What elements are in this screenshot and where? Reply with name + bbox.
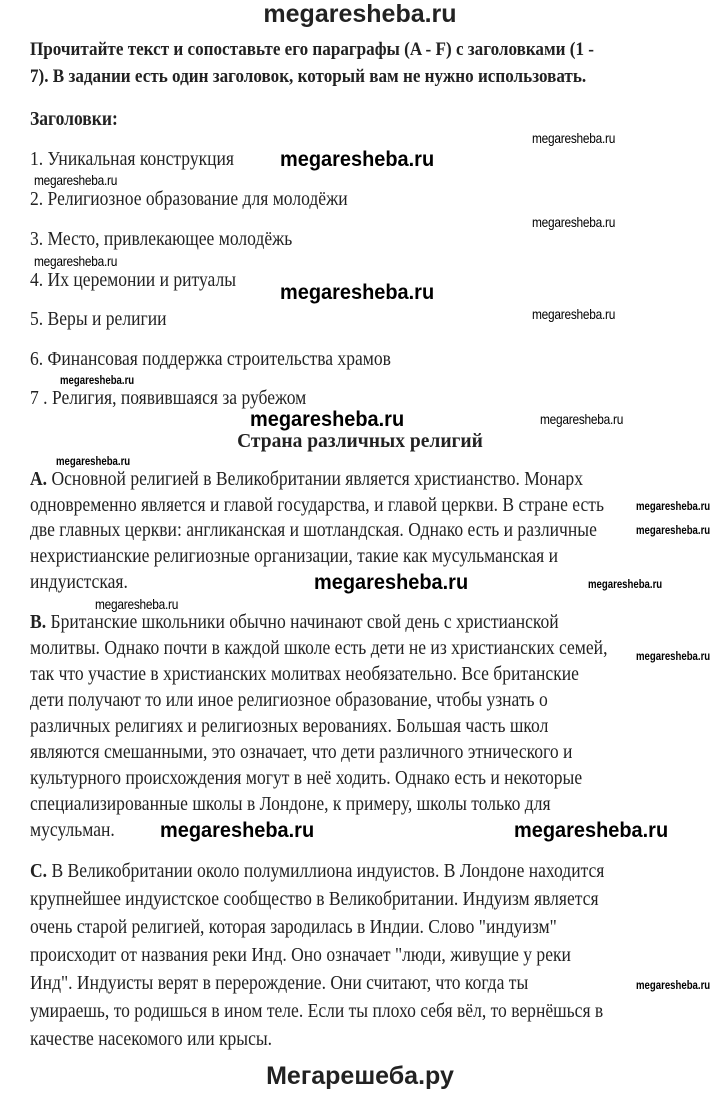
watermark: megaresheba.ru xyxy=(636,499,711,513)
paragraph-letter: B. xyxy=(30,612,47,633)
heading-item: 6. Финансовая поддержка строительства храмов xyxy=(30,349,391,370)
watermark: megaresheba.ru xyxy=(34,172,118,188)
paragraph-letter: C. xyxy=(30,861,48,882)
watermark: megaresheba.ru xyxy=(280,281,435,304)
headings-label: Заголовки: xyxy=(30,109,118,130)
paragraph-c-line: очень старой религией, которая зародилась в Индии. Слово "индуизм" xyxy=(30,917,557,938)
watermark: megaresheba.ru xyxy=(636,978,711,992)
paragraph-b-line: дети получают то или иное религиозное образование, чтобы узнать о xyxy=(30,690,548,711)
paragraph-letter: A. xyxy=(30,469,48,490)
paragraph-a-line: индуистская. xyxy=(30,572,128,593)
watermark: megaresheba.ru xyxy=(160,819,315,842)
watermark: megaresheba.ru xyxy=(532,214,616,230)
paragraph-c-line: умираешь, то родишься в ином теле. Если ты плохо себя вёл, то вернёшься в xyxy=(30,1001,604,1022)
footer-watermark: Мегарешеба.ру xyxy=(266,1062,454,1090)
heading-item: 2. Религиозное образование для молодёжи xyxy=(30,189,348,210)
watermark: megaresheba.ru xyxy=(34,253,118,269)
watermark: megaresheba.ru xyxy=(532,306,616,322)
site-header-watermark: megaresheba.ru xyxy=(263,0,457,28)
paragraph-b-line: специализированные школы в Лондоне, к примеру, школы только для xyxy=(30,794,551,815)
watermark: megaresheba.ru xyxy=(280,148,435,171)
text-title: Страна различных религий xyxy=(237,431,483,452)
watermark: megaresheba.ru xyxy=(250,408,405,431)
watermark: megaresheba.ru xyxy=(636,523,711,537)
paragraph-text: Британские школьники обычно начинают свой день с христианской xyxy=(50,612,559,633)
paragraph-c-line: качестве насекомого или крысы. xyxy=(30,1029,273,1050)
watermark: megaresheba.ru xyxy=(60,373,135,387)
watermark: megaresheba.ru xyxy=(95,596,179,612)
paragraph-b-line xyxy=(30,613,559,633)
heading-item: 5. Веры и религии xyxy=(30,309,167,330)
paragraph-a-line: одновременно является и главой государства, и главой церкви. В стране есть xyxy=(30,495,604,516)
watermark: megaresheba.ru xyxy=(314,571,469,594)
paragraph-a-line: нехристианские религиозные организации, такие как мусульманская и xyxy=(30,546,558,567)
heading-item: 3. Место, привлекающее молодёжь xyxy=(30,229,293,250)
paragraph-c-line: крупнейшее индуистское сообщество в Великобритании. Индуизм является xyxy=(30,889,599,910)
paragraph-text: Основной религией в Великобритании является христианство. Монарх xyxy=(51,469,583,490)
paragraph-text: В Великобритании около полумиллиона индуистов. В Лондоне находится xyxy=(51,861,605,882)
paragraph-c-line: происходит от названия реки Инд. Оно означает "люди, живущие у реки xyxy=(30,945,571,966)
instruction-line: Прочитайте текст и сопоставьте его параграфы (A - F) с заголовками (1 - xyxy=(30,39,594,60)
watermark: megaresheba.ru xyxy=(636,649,711,663)
watermark: megaresheba.ru xyxy=(540,411,624,427)
watermark: megaresheba.ru xyxy=(588,577,663,591)
heading-item: 7 . Религия, появившаяся за рубежом xyxy=(30,388,307,409)
heading-item: 4. Их церемонии и ритуалы xyxy=(30,270,237,291)
paragraph-a-line xyxy=(30,470,583,490)
paragraph-c-line xyxy=(30,862,604,882)
paragraph-b-line: молитвы. Однако почти в каждой школе есть дети не из христианских семей, xyxy=(30,638,608,659)
paragraph-b-line: являются смешанными, это означает, что дети различного этнического и xyxy=(30,742,573,763)
paragraph-c-line: Инд". Индуисты верят в перерождение. Они считают, что когда ты xyxy=(30,973,529,994)
paragraph-b-line: так что участие в христианских молитвах необязательно. Все британские xyxy=(30,664,579,685)
heading-item: 1. Уникальная конструкция xyxy=(30,149,235,170)
paragraph-b-line: мусульман. xyxy=(30,820,115,841)
paragraph-b-line: различных религиях и религиозных верованиях. Большая часть школ xyxy=(30,716,549,737)
watermark: megaresheba.ru xyxy=(514,819,669,842)
paragraph-a-line: две главных церкви: англиканская и шотландская. Однако есть и различные xyxy=(30,520,597,541)
watermark: megaresheba.ru xyxy=(532,130,616,146)
paragraph-b-line: культурного происхождения могут в неё ходить. Однако есть и некоторые xyxy=(30,768,583,789)
watermark: megaresheba.ru xyxy=(56,454,131,468)
instruction-line: 7). В задании есть один заголовок, который вам не нужно использовать. xyxy=(30,66,587,87)
